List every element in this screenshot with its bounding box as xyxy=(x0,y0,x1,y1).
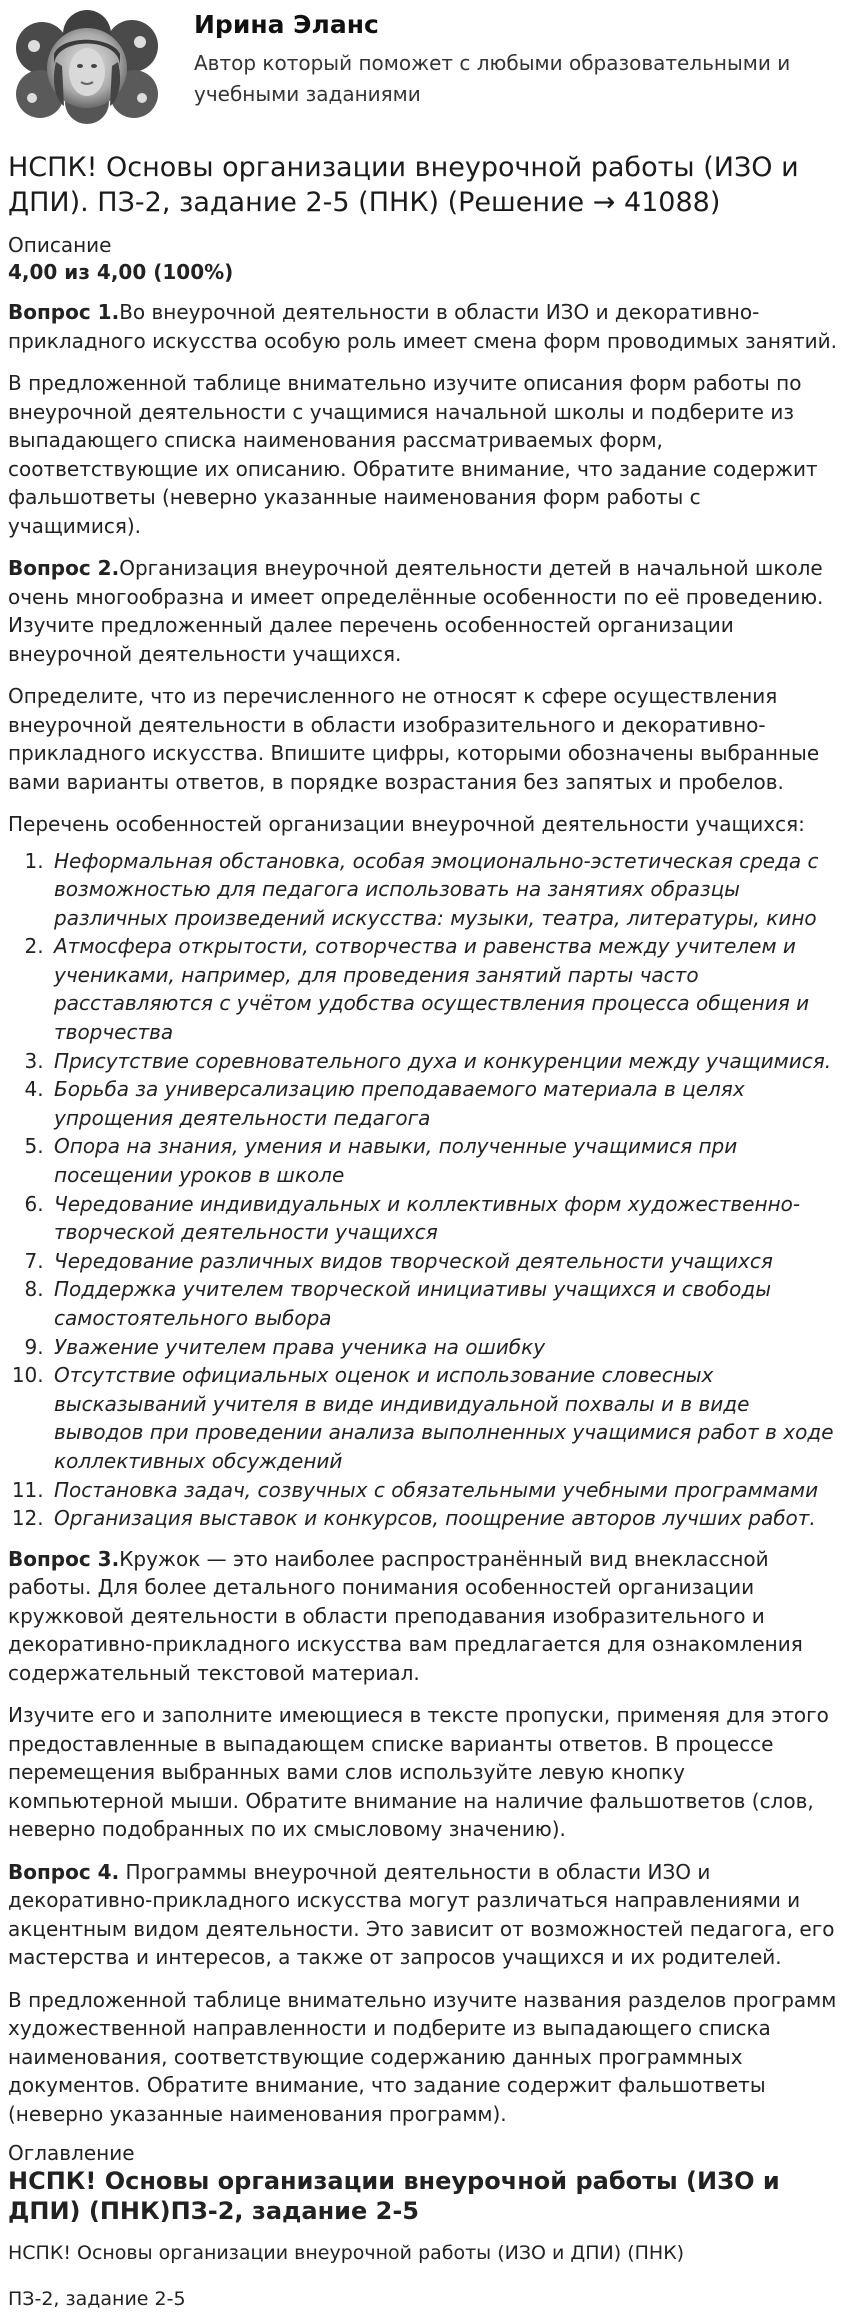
question-4-instruction: В предложенной таблице внимательно изучите названия разделов программ художественной направленности и подберите из выпадающего списка наименования, соответствующие содержанию данных программных документов. Обратите внимание, что задание содержит фальшответы (неверно указанные наименования программ). xyxy=(8,1987,837,2126)
question-2 xyxy=(8,554,839,668)
list-item: 1. Неформальная обстановка, особая эмоционально-эстетическая среда с возможностью для педагога использовать на занятиях образцы различных произведений искусства: музыки, театра, литературы, кино xyxy=(50,847,839,933)
question-2-text: Организация внеурочной деятельности детей в начальной школе очень многообразна и имеет определённые особенности по её проведению. Изучите предложенный далее перечень особенностей организации внеурочной деятельности учащихся. xyxy=(8,556,824,666)
list-item: 8. Поддержка учителем творческой инициативы учащихся и свободы самостоятельного выбора xyxy=(50,1275,839,1332)
list-item: 3. Присутствие соревновательного духа и конкуренции между учащимися. xyxy=(50,1047,839,1076)
question-1-text: Во внеурочной деятельности в области ИЗО и декоративно-прикладного искусства особую роль имеет смена форм проводимых занятий. xyxy=(8,300,837,353)
toc-subheading-2[interactable]: ПЗ-2, задание 2-5 xyxy=(8,2288,186,2311)
question-3-instruction: Изучите его и заполните имеющиеся в тексте пропуски, применяя для этого предоставленные в выпадающем списке варианты ответов. В процессе перемещения выбранных вами слов используйте левую кнопку компьютерной мыши. Обратите внимание на наличие фальшответов (слов, неверно подобранных по их смысловому значению). xyxy=(8,1703,829,1842)
list-item: 2. Атмосфера открытости, сотворчества и равенства между учителем и учениками, например, для проведения занятий парты часто расставляются с учётом удобства осуществления процесса общения и творчества xyxy=(50,932,839,1046)
toc-subheading-1[interactable]: НСПК! Основы организации внеурочной работы (ИЗО и ДПИ) (ПНК) xyxy=(8,2242,685,2265)
question-4-label: Вопрос 4. xyxy=(8,1859,120,1884)
list-item: 4. Борьба за универсализацию преподаваемого материала в целях упрощения деятельности педагога xyxy=(50,1075,839,1132)
question-3-text: Кружок — это наиболее распространённый вид внеклассной работы. Для более детального понимания особенностей организации кружковой деятельности в области преподавания изобразительного и декоративно-прикладного искусства вам предлагается для ознакомления содержательный текстовой материал. xyxy=(8,1546,803,1685)
question-2-label: Вопрос 2. xyxy=(8,556,120,580)
list-item: 12. Организация выставок и конкурсов, поощрение авторов лучших работ. xyxy=(50,1504,839,1533)
description-label: Описание xyxy=(8,233,112,257)
question-2-instruction: Определите, что из перечисленного не относят к сфере осуществления внеурочной деятельности в области изобразительного и декоративно-прикладного искусства. Впишите цифры, которыми обозначены выбранные вами варианты ответов, в порядке возрастания без запятых и пробелов. xyxy=(8,684,820,794)
author-description: Автор который поможет с любыми образовательными и учебными заданиями xyxy=(194,51,791,106)
author-avatar-photo-icon xyxy=(12,6,162,126)
question-1-label: Вопрос 1. xyxy=(8,300,120,324)
score: 4,00 из 4,00 (100%) xyxy=(8,260,234,284)
features-list xyxy=(8,847,839,1533)
list-item: 7. Чередование различных видов творческой деятельности учащихся xyxy=(50,1247,839,1276)
toc-label: Оглавление xyxy=(8,2141,135,2166)
question-3 xyxy=(8,1545,839,1688)
page-title: НСПК! Основы организации внеурочной работы (ИЗО и ДПИ). ПЗ-2, задание 2-5 (ПНК) (Решение → 41088) xyxy=(8,152,799,218)
question-4 xyxy=(8,1858,839,1972)
author-block xyxy=(8,0,839,136)
question-1 xyxy=(8,298,839,355)
question-3-label: Вопрос 3. xyxy=(8,1546,120,1571)
question-4-text: Программы внеурочной деятельности в области ИЗО и декоративно-прикладного искусства могут различаться направлениями и акцентным видом деятельности. Это зависит от возможностей педагога, его мастерства и интересов, а также от запросов учащихся и их родителей. xyxy=(8,1859,835,1970)
list-item: 9. Уважение учителем права ученика на ошибку xyxy=(50,1333,839,1362)
question-2-list-intro: Перечень особенностей организации внеурочной деятельности учащихся: xyxy=(8,812,805,836)
author-name[interactable]: Ирина Эланс xyxy=(194,10,379,39)
list-item: 11. Постановка задач, созвучных с обязательными учебными программами xyxy=(50,1476,839,1505)
list-item: 10. Отсутствие официальных оценок и использование словесных высказываний учителя в виде индивидуальной похвалы и в виде выводов при проведении анализа выполненных учащимися работ в ходе коллективных обсуждений xyxy=(50,1361,839,1475)
list-item: 6. Чередование индивидуальных и коллективных форм художественно-творческой деятельности учащихся xyxy=(50,1190,839,1247)
toc-heading[interactable]: НСПК! Основы организации внеурочной работы (ИЗО и ДПИ) (ПНК)ПЗ-2, задание 2-5 xyxy=(8,2167,780,2226)
question-1-instruction: В предложенной таблице внимательно изучите описания форм работы по внеурочной деятельности с учащимися начальной школы и подберите из выпадающего списка наименования рассматриваемых форм, соответствующие их описанию. Обратите внимание, что задание содержит фальшответы (неверно указанные наименования форм работы с учащимися). xyxy=(8,371,818,538)
list-item: 5. Опора на знания, умения и навыки, полученные учащимися при посещении уроков в школе xyxy=(50,1132,839,1189)
